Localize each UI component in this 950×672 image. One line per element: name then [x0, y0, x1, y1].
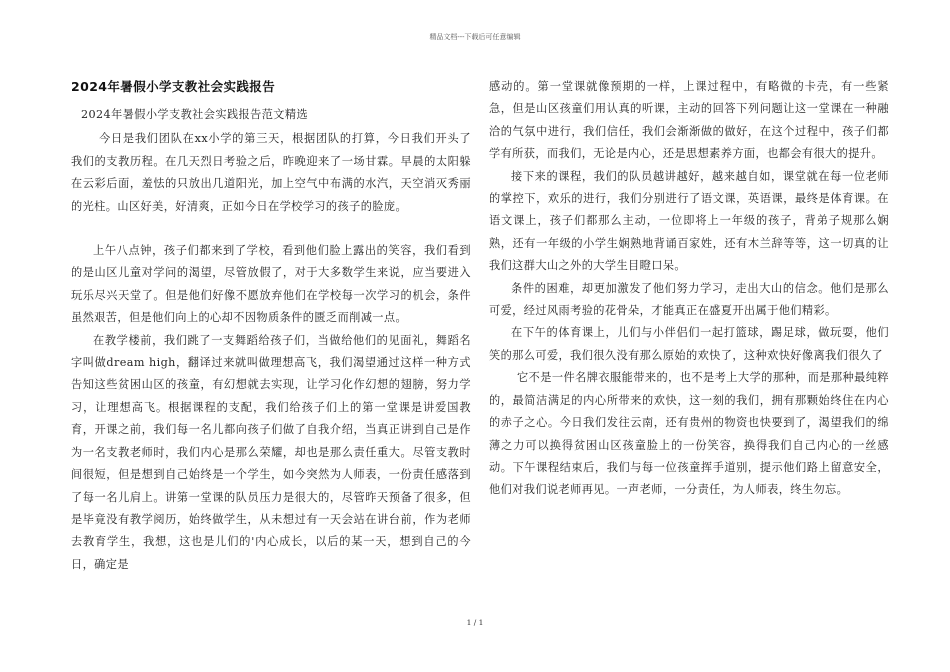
page-header: 精品文档---下载后可任意编辑: [429, 33, 521, 41]
right-column: [489, 76, 889, 502]
page-number: 1 / 1: [466, 618, 484, 627]
paragraph: 今日是我们团队在xx小学的第三天，根据团队的打算，今日我们开头了我们的支教历程。在几天烈日考验之后，昨晚迎来了一场甘霖。早晨的太阳躲在云彩后面，羞怯的只放出几道阳光，加上空气中布满的水汽，天空消灭秀丽的光柱。山区好美，好清爽，正如今日在学校学习的孩子的脸庞。: [71, 132, 471, 213]
paragraph: 接下来的课程，我们的队员越讲越好，越来越自如，课堂就在每一位老师的掌控下，欢乐的进行，我们分别进行了语文课，英语课，最终是体育课。在语文课上，孩子们都那么主动，一位即将上一年级的孩子，背弟子规那么娴熟，还有一年级的小学生娴熟地背诵百家姓，还有木兰辞等等，这一切真的让我们这群大山之外的大学生目瞪口呆。: [489, 169, 889, 273]
paragraph: 它不是一件名牌衣服能带来的，也不是考上大学的那种，而是那种最纯粹的，最简洁满足的内心所带来的欢快，这一刻的我们，拥有那颗始终住在内心的赤子之心。今日我们发往云南，还有贵州的物资也快要到了，渴望我们的绵薄之力可以换得贫困山区孩童脸上的一份笑容，换得我们自己内心的一丝感动。下午课程结束后，我们与每一位孩童挥手道别，提示他们路上留意安全，他们对我们说老师再见。一声老师，一分责任，为人师表，终生勿忘。: [489, 371, 889, 497]
paragraph: 上午八点钟，孩子们都来到了学校，看到他们脸上露出的笑容，我们看到的是山区儿童对学问的渴望，尽管放假了，对于大多数学生来说，应当要进入玩乐尽兴天堂了。但是他们好像不愿放弃他们在学校每一次学习的机会，条件虽然艰苦，但是他们向上的心却不因物质条件的匮乏而削减一点。: [71, 244, 471, 325]
paragraph-gap: [71, 218, 471, 240]
paragraph: 在下午的体育课上，儿们与小伴侣们一起打篮球，踢足球，做玩耍，他们笑的那么可爱，我们很久没有那么原始的欢快了，这种欢快好像离我们很久了: [489, 326, 889, 362]
paragraph: 感动的。第一堂课就像预期的一样，上课过程中，有略微的卡壳，有一些紧急，但是山区孩童们用认真的听课，主动的回答下列问题让这一堂课在一种融洽的气氛中进行，我们信任，我们会渐渐做的做好，在这个过程中，孩子们都学有所获，而我们，无论是内心，还是思想素养方面，也都会有很大的提升。: [489, 80, 889, 161]
paragraph: 在教学楼前，我们跳了一支舞蹈给孩子们，当做给他们的见面礼，舞蹈名字叫做dream high，翻译过来就叫做理想高飞，我们渴望通过这样一种方式告知这些贫困山区的孩童，有幻想就去实现，让学习化作幻想的翅膀，努力学习，让理想高飞。根据课程的支配，我们给孩子们上的第一堂课是讲爱国教育，开课之前，我们每一名儿都向孩子们做了自我介绍，当真正讲到自己是作为一名支教老师时，我们内心是那么荣耀，却也是那么责任重大。尽管支教时间很短，但是想到自己始终是一个学生，如今突然为人师表，一份责任感落到了每一名儿肩上。讲第一堂课的队员压力是很大的，尽管昨天预备了很多，但是毕竟没有教学阅历，始终做学生，从未想过有一天会站在讲台前，作为老师去教育学生，我想，这也是儿们的'内心成长，以后的某一天，想到自己的今日，确定是: [71, 333, 471, 571]
document-title: 2024年暑假小学支教社会实践报告: [71, 79, 276, 94]
left-column: [71, 76, 471, 576]
paragraph: 条件的困难，却更加激发了他们努力学习，走出大山的信念。他们是那么可爱，经过风雨考验的花骨朵，才能真正在盛夏开出属于他们精彩。: [489, 281, 889, 318]
document-subtitle: 2024年暑假小学支教社会实践报告范文精选: [81, 108, 309, 121]
